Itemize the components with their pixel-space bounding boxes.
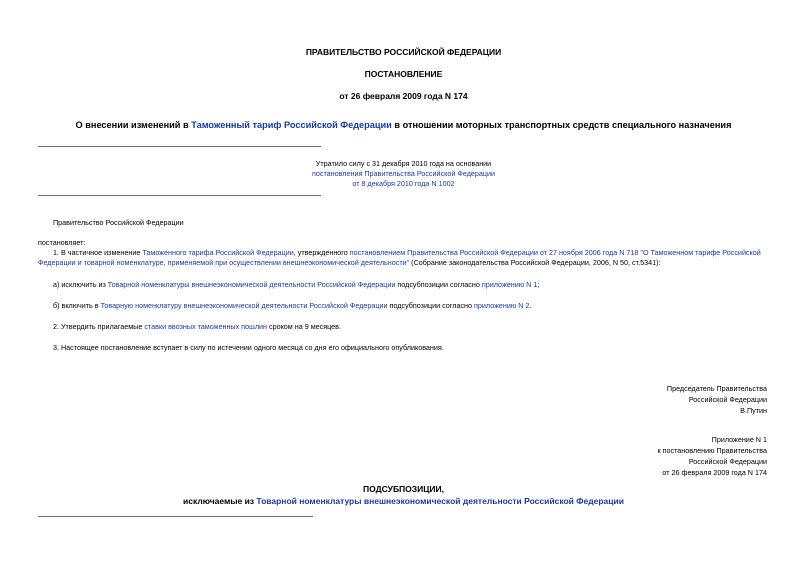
divider-bottom xyxy=(38,516,313,517)
signature-line-3: В.Путин xyxy=(740,406,767,415)
status-line-1: Утратило силу с 31 декабря 2010 года на основании xyxy=(315,159,492,168)
org-heading: ПРАВИТЕЛЬСТВО РОССИЙСКОЙ ФЕДЕРАЦИИ xyxy=(305,47,502,57)
pa-text-c: ; xyxy=(537,280,540,289)
p2-text-a: 2. Утвердить прилагаемые xyxy=(53,322,145,331)
appendix-line-1: Приложение N 1 xyxy=(711,435,767,444)
paragraph-3: 3. Настоящее постановление вступает в силу по истечении одного месяца со дня его официального опубликования. xyxy=(53,343,444,352)
resolves-line: постановляет: xyxy=(38,238,86,247)
subheading-title: ПОДСУБПОЗИЦИИ, xyxy=(362,484,445,494)
paragraph-a xyxy=(38,280,773,290)
p2-text-b: сроком на 9 месяцев. xyxy=(267,322,341,331)
p1-text-b: , утвержденного xyxy=(293,248,350,257)
pa-appendix-1-link[interactable]: приложению N 1 xyxy=(481,280,538,289)
status-link-resolution[interactable]: постановления Правительства Российской Федерации xyxy=(311,169,496,178)
pb-nomenclature-link[interactable]: Товарную номенклатуру внешнеэкономической деятельности Российской Федерации xyxy=(100,301,388,310)
appendix-line-2: к постановлению Правительства xyxy=(657,446,767,455)
appendix-line-3: Российской Федерации xyxy=(688,457,767,466)
signature-line-2: Российской Федерации xyxy=(688,395,767,404)
status-note xyxy=(0,159,807,189)
paragraph-1 xyxy=(38,248,773,267)
pa-text-a: а) исключить из xyxy=(53,280,108,289)
title-suffix: в отношении моторных транспортных средств специального назначения xyxy=(391,120,732,130)
p1-text-c: (Собрание законодательства Российской Федерации, 2006, N 50, ст.5341): xyxy=(409,257,661,267)
document-title xyxy=(0,120,807,130)
appendix-block xyxy=(657,434,767,478)
p2-rates-link[interactable]: ставки ввозных таможенных пошлин xyxy=(144,322,267,331)
doc-type-heading: ПОСТАНОВЛЕНИЕ xyxy=(364,69,443,79)
divider-status xyxy=(38,195,321,196)
subheading-prefix: исключаемые из xyxy=(183,496,257,506)
signature-block xyxy=(667,383,767,416)
title-tariff-link[interactable]: Таможенный тариф Российской Федерации xyxy=(191,120,392,130)
doc-date-number: от 26 февраля 2009 года N 174 xyxy=(339,91,468,101)
paragraph-b xyxy=(38,301,773,311)
appendix-line-4: от 26 февраля 2009 года N 174 xyxy=(662,468,767,477)
status-link-date[interactable]: от 8 декабря 2010 года N 1002 xyxy=(352,179,455,188)
pb-appendix-2-link[interactable]: приложению N 2 xyxy=(474,301,530,310)
subheading-text xyxy=(0,496,807,506)
subheading-nomenclature-link[interactable]: Товарной номенклатуры внешнеэкономической деятельности Российской Федерации xyxy=(256,496,624,506)
title-prefix: О внесении изменений в xyxy=(75,120,192,130)
divider-top xyxy=(38,146,321,147)
p1-resolution-link[interactable]: постановлением Правительства Российской Федерации от 27 ноября 2006 года N 718 "О Таможенном тарифе Российской Федерации и товарной номенклатуре, применяемой при осуществлении внешнеэкономической деятельности" xyxy=(38,248,761,267)
pa-nomenclature-link[interactable]: Товарной номенклатуры внешнеэкономической деятельности Российской Федерации xyxy=(107,280,396,289)
pb-text-a: б) включить в xyxy=(53,301,101,310)
gov-line: Правительство Российской Федерации xyxy=(53,218,184,227)
paragraph-2 xyxy=(38,322,773,332)
signature-line-1: Председатель Правительства xyxy=(666,384,767,393)
pb-text-b: подсубпозиции согласно xyxy=(387,301,475,310)
pa-text-b: подсубпозиции согласно xyxy=(395,280,482,289)
p1-tariff-link[interactable]: Таможенного тарифа Российской Федерации xyxy=(142,248,294,257)
pb-text-c: . xyxy=(529,301,532,310)
p1-text-a: 1. В частичное изменение xyxy=(53,248,143,257)
